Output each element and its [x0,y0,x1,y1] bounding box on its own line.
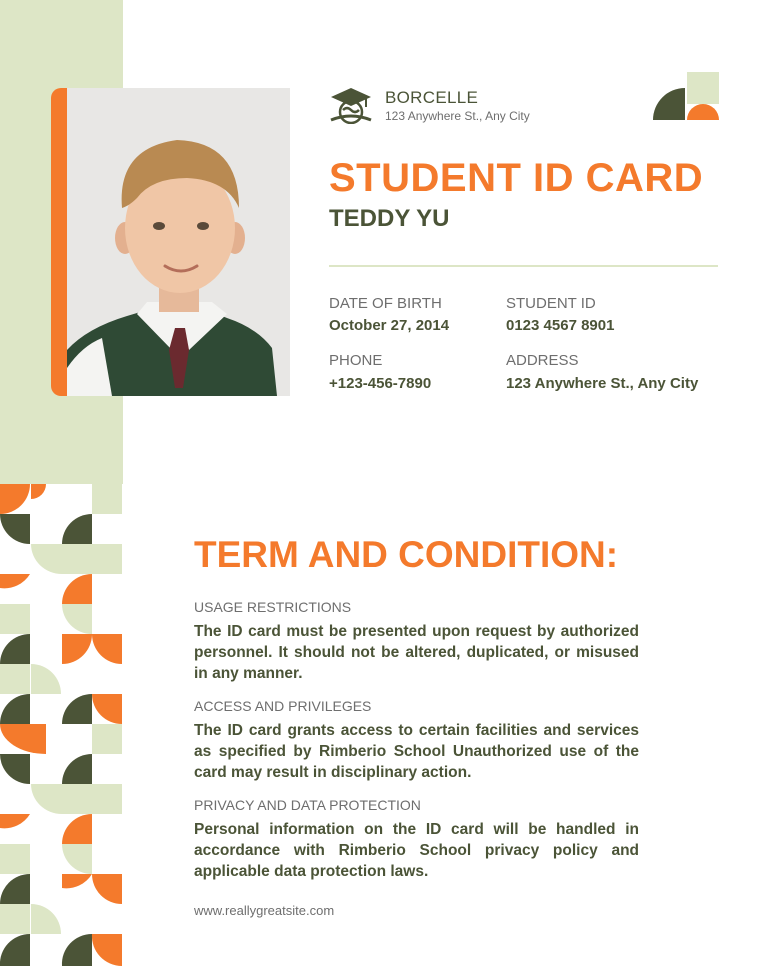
dob-value: October 27, 2014 [329,317,450,334]
brand-address: 123 Anywhere St., Any City [385,109,530,123]
student-name: TEDDY YU [329,205,450,232]
access-privileges-label: ACCESS AND PRIVILEGES [194,698,372,714]
student-photo-frame [51,88,290,396]
student-id-value: 0123 4567 8901 [506,317,615,334]
address-value: 123 Anywhere St., Any City [506,375,699,392]
graduation-cap-globe-icon [329,86,373,124]
geometric-pattern [0,484,123,966]
card-title: STUDENT ID CARD [329,156,704,200]
student-id-label: STUDENT ID [506,295,596,312]
usage-restrictions-text: The ID card must be presented upon request by authorized personnel. It should not be altered, duplicated, or misused in any manner. [194,623,639,682]
header-divider [329,265,718,267]
access-privileges-text: The ID card grants access to certain facilities and services as specified by Rimberio School Unauthorized use of the card may result in disciplinary action. [194,722,639,781]
brand-name: BORCELLE [385,88,479,107]
student-photo [67,88,290,396]
address-label: ADDRESS [506,352,579,369]
website-link[interactable]: www.reallygreatsite.com [194,903,335,918]
dob-label: DATE OF BIRTH [329,295,442,312]
privacy-text: Personal information on the ID card will be handled in accordance with Rimberio School privacy policy and applicable data protection laws. [194,821,639,880]
terms-title: TERM AND CONDITION: [194,534,619,575]
phone-value: +123-456-7890 [329,375,432,392]
corner-decoration [653,72,719,122]
privacy-label: PRIVACY AND DATA PROTECTION [194,797,421,813]
phone-label: PHONE [329,352,383,369]
usage-restrictions-label: USAGE RESTRICTIONS [194,599,352,615]
